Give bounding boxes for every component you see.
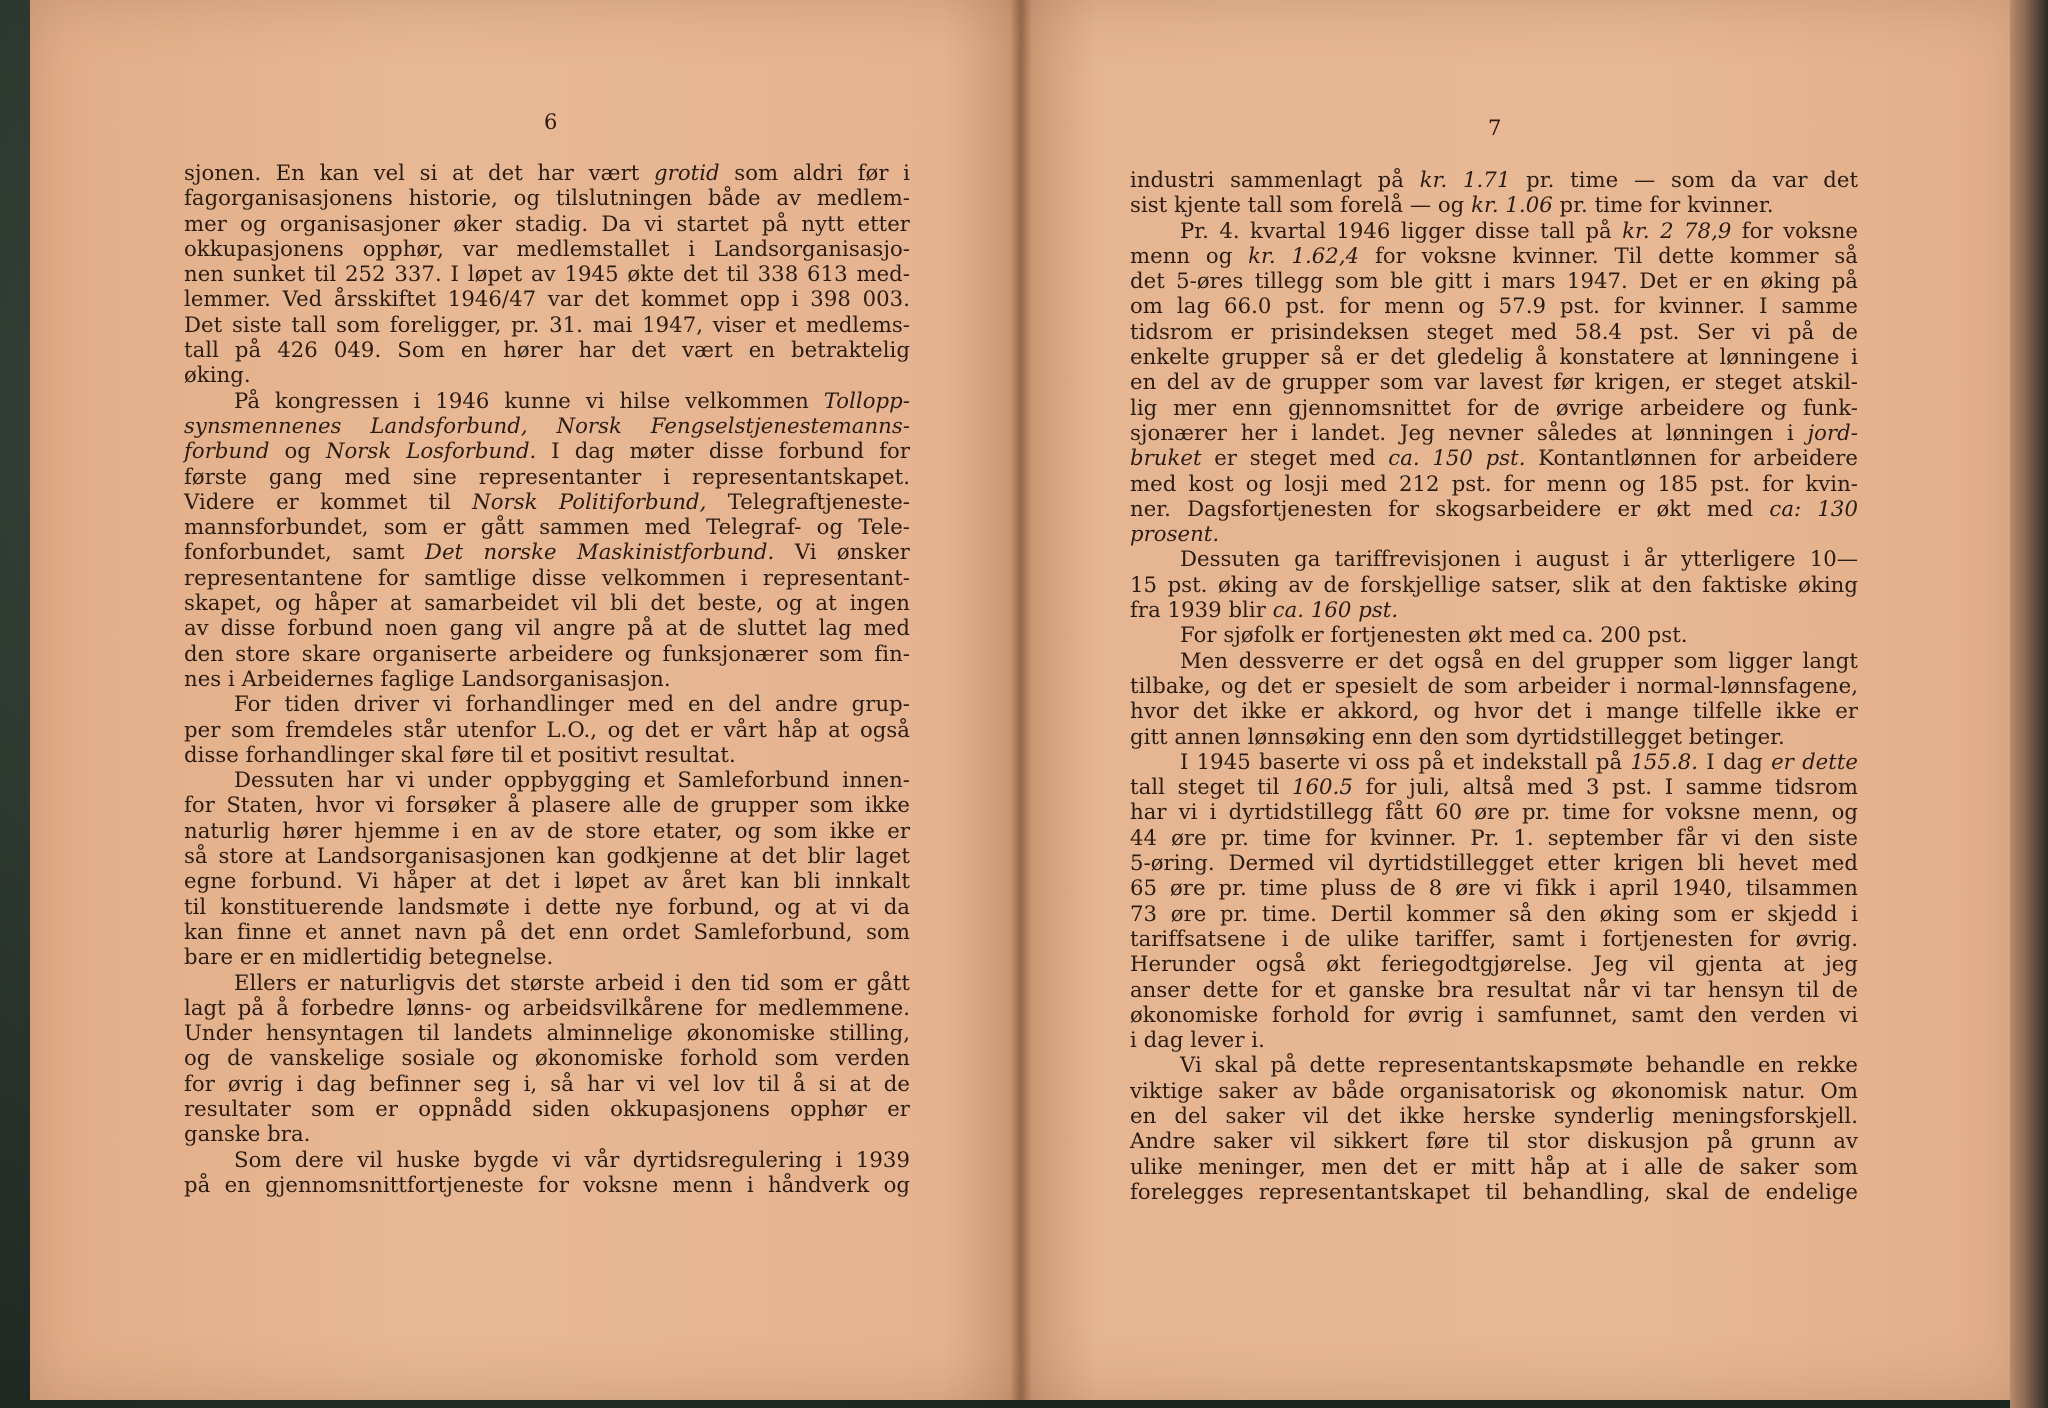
text-line: hvor det ikke er akkord, og hvor det i mange tilfelle ikke er [1130,698,1858,724]
page-edges [2010,0,2048,1408]
text-line: om lag 66.0 pst. for menn og 57.9 pst. for kvinner. I samme [1130,293,1858,319]
text-line: Pr. 4. kvartal 1946 ligger disse tall på kr. 2 78,9 for voksne [1180,217,1858,243]
text-line: 65 øre pr. time pluss de 8 øre vi fikk i april 1940, tilsammen [1130,875,1858,901]
text-line: gitt annen lønnsøking enn den som dyrtidstillegget betinger. [1130,723,1785,749]
text-line: i dag lever i. [1130,1027,1265,1053]
text-line: prosent. [1130,521,1220,547]
text-line: menn og kr. 1.62,4 for voksne kvinner. Til dette kommer så [1130,242,1858,268]
book-gutter [1010,0,1032,1400]
text-line: viktige saker av både organisatorisk og økonomisk natur. Om [1130,1077,1858,1103]
text-line: 5-øring. Dermed vil dyrtidstillegget etter krigen bli hevet med [1130,850,1858,876]
text-line: anser dette for et ganske bra resultat når vi tar hensyn til de [1130,976,1858,1002]
text-line: en del saker vil det ikke herske synderlig meningsforskjell. [1130,1102,1858,1128]
text-line: Vi skal på dette representantskapsmøte behandle en rekke [1180,1052,1858,1078]
text-line: disse forhandlinger skal føre til et positivt resultat. [184,741,736,767]
text-line: ganske bra. [184,1121,311,1147]
text-line: fra 1939 blir ca. 160 pst. [1130,597,1399,623]
text-line: økonomiske forhold for øvrig i samfunnet, samt den verden vi [1130,1001,1858,1027]
text-line: 15 pst. øking av de forskjellige satser, slik at den faktiske øking [1130,571,1858,597]
text-line: ulike meninger, men det er mitt håp at i alle de saker som [1130,1153,1858,1179]
text-line: representantene for samtlige disse velkommen i representant- [184,564,910,590]
text-line: I 1945 baserte vi oss på et indekstall på 155.8. I dag er dette [1180,748,1858,774]
text-line: ner. Dagsfortjenesten for skogsarbeidere er økt med ca: 130 [1130,495,1858,521]
text-line: nes i Arbeidernes faglige Landsorganisasjon. [184,665,671,691]
text-line: okkupasjonens opphør, var medlemstallet i Landsorganisasjo- [184,235,910,261]
text-line: for Staten, hvor vi forsøker å plasere alle de grupper som ikke [184,792,910,818]
text-line: naturlig hører hjemme i en av de store etater, og som ikke er [184,817,910,843]
text-line: 73 øre pr. time. Dertil kommer så den øking som er skjedd i [1130,900,1858,926]
text-line: til konstituerende landsmøte i dette nye forbund, og at vi da [184,893,910,919]
text-line: fagorganisasjonens historie, og tilslutningen både av medlem- [184,185,910,211]
text-line: tilbake, og det er spesielt de som arbeider i normal-lønnsfagene, [1130,672,1858,698]
text-line: Dessuten har vi under oppbygging et Samleforbund innen- [234,767,910,793]
text-line: tall steget til 160.5 for juli, altså med 3 pst. I samme tidsrom [1130,774,1859,800]
text-line: tidsrom er prisindeksen steget med 58.4 pst. Ser vi på de [1130,318,1858,344]
text-line: per som fremdeles står utenfor L.O., og det er vårt håp at også [184,716,910,742]
text-line: Andre saker vil sikkert føre til stor diskusjon på grunn av [1130,1128,1858,1154]
text-line: industri sammenlagt på kr. 1.71 pr. time — som da var det [1130,167,1859,192]
text-line: fonforbundet, samt Det norske Maskinistforbund. Vi ønsker [184,539,910,565]
text-line: lig mer enn gjennomsnittet for de øvrige arbeidere og funk- [1130,394,1858,420]
left-page-text [184,160,910,1197]
text-line: Herunder også økt feriegodtgjørelse. Jeg vil gjenta at jeg [1130,951,1858,977]
text-line: egne forbund. Vi håper at det i løpet av året kan bli innkalt [184,868,910,894]
text-line: så store at Landsorganisasjonen kan godkjenne at det blir laget [184,843,910,869]
text-line: tall på 426 049. Som en hører har det vært en betraktelig [184,337,910,363]
text-line: skapet, og håper at samarbeidet vil bli det beste, og at ingen [184,590,910,616]
text-line: På kongressen i 1946 kunne vi hilse velkommen Tollopp- [234,387,910,413]
text-line: mer og organisasjoner øker stadig. Da vi startet på nytt etter [184,210,910,236]
text-line: sjonærer her i landet. Jeg nevner således at lønningen i jord- [1130,419,1858,445]
text-line: lemmer. Ved årsskiftet 1946/47 var det kommet opp i 398 003. [184,286,910,312]
text-line: og de vanskelige sosiale og økonomiske forhold som verden [184,1045,910,1071]
text-line: Ellers er naturligvis det største arbeid i den tid som er gått [234,969,910,995]
text-line: 44 øre pr. time for kvinner. Pr. 1. september får vi den siste [1130,824,1858,850]
text-line: bare er en midlertidig betegnelse. [184,944,554,970]
text-line: forbund og Norsk Losforbund. I dag møter disse forbund for [184,438,910,464]
text-line: Dessuten ga tariffrevisjonen i august i år ytterligere 10— [1180,546,1858,572]
text-line: første gang med sine representanter i representantskapet. [184,463,910,489]
text-line: for øvrig i dag befinner seg i, så har vi vel lov til å si at de [184,1070,910,1096]
text-line: Det siste tall som foreligger, pr. 31. mai 1947, viser et medlems- [184,311,910,337]
text-line: med kost og losji med 212 pst. for menn og 185 pst. for kvin- [1130,470,1858,496]
text-line: forelegges representantskapet til behandling, skal de endelige [1130,1178,1858,1204]
text-line: enkelte grupper så er det gledelig å konstatere at lønningene i [1130,344,1858,370]
text-line: Som dere vil huske bygde vi vår dyrtidsregulering i 1939 [234,1146,910,1172]
text-line: en del av de grupper som var lavest før krigen, er steget atskil- [1130,369,1858,395]
text-line: den store skare organiserte arbeidere og funksjonærer som fin- [184,640,910,666]
text-line: på en gjennomsnittfortjeneste for voksne menn i håndverk og [184,1171,910,1197]
text-line: nen sunket til 252 337. I løpet av 1945 økte det til 338 613 med- [184,261,910,287]
text-line: mannsforbundet, som er gått sammen med Telegraf- og Tele- [184,514,910,540]
text-line: det 5-øres tillegg som ble gitt i mars 1947. Det er en øking på [1130,268,1858,294]
text-line: lagt på å forbedre lønns- og arbeidsvilkårene for medlemmene. [184,994,910,1020]
text-line: resultater som er oppnådd siden okkupasjonens opphør er [184,1095,910,1121]
right-page-text [1130,167,1858,1204]
text-line: av disse forbund noen gang vil angre på at de sluttet lag med [184,615,910,641]
text-line: tariffsatsene i de ulike tariffer, samt i fortjenesten for øvrig. [1130,925,1858,951]
page-number: 7 [1488,116,1502,140]
text-line: sjonen. En kan vel si at det har vært grotid som aldri før i [184,160,910,185]
text-line: sist kjente tall som forelå — og kr. 1.06 pr. time for kvinner. [1130,192,1774,218]
text-line: Videre er kommet til Norsk Politiforbund, Telegraftjeneste- [184,488,910,514]
text-line: kan finne et annet navn på det enn ordet Samleforbund, som [184,918,910,944]
text-line: øking. [184,362,251,388]
text-line: Under hensyntagen til landets alminnelige økonomiske stilling, [184,1020,910,1046]
text-line: Men dessverre er det også en del grupper som ligger langt [1180,647,1858,673]
text-line: har vi i dyrtidstillegg fått 60 øre pr. time for voksne menn, og [1130,799,1858,825]
text-line: synsmennenes Landsforbund, Norsk Fengselstjenestemanns- [184,412,910,438]
text-line: For tiden driver vi forhandlinger med en del andre grup- [234,691,910,717]
text-line: For sjøfolk er fortjenesten økt med ca. 200 pst. [1180,622,1688,648]
page-number: 6 [544,110,558,134]
text-line: bruket er steget med ca. 150 pst. Kontantlønnen for arbeidere [1130,445,1858,471]
